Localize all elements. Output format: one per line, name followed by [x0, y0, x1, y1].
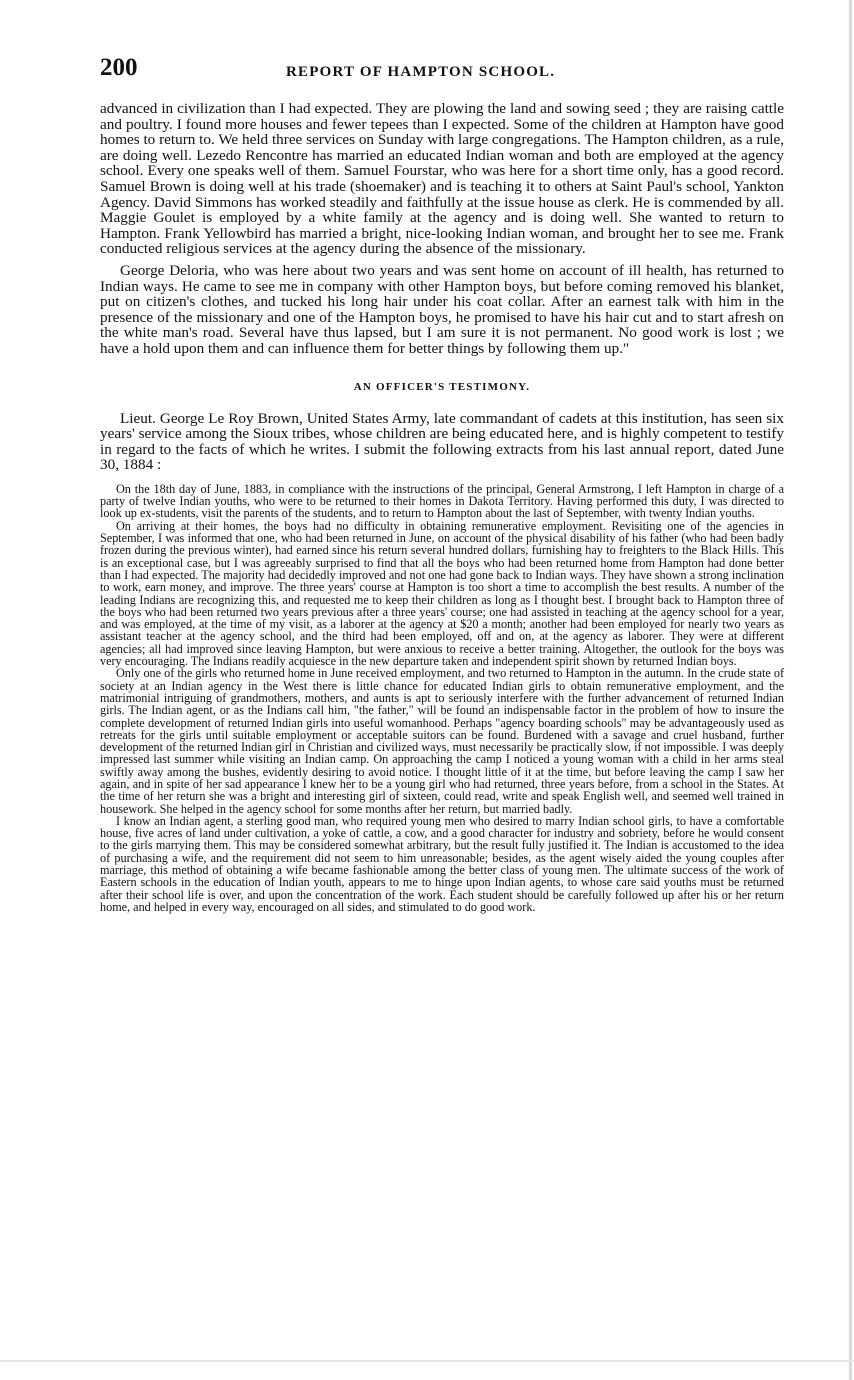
text-column	[100, 101, 784, 913]
body-paragraph-continued: advanced in civilization than I had expected. They are plowing the land and sowing seed ; they are raising cattle and poultry. I found more houses and fewer tepees than I expected. Some of the children at Hampton have good homes to return to. We held three services on Sunday with large congregations. The Hampton children, as a rule, are doing well. Lezedo Rencontre has married an educated Indian woman and both are employed at the agency school. Every one speaks well of them. Samuel Fourstar, who was here for a short time only, has a good record. Samuel Brown is doing well at his trade (shoemaker) and is teaching it to others at Saint Paul's school, Yankton Agency. David Simmons has worked steadily and faithfully at the issue house as clerk. He is commended by all. Maggie Goulet is employed by a white family at the agency and is doing well. She wanted to return to Hampton. Frank Yellowbird has married a bright, nice-looking Indian woman, and brought her to see me. Frank conducted religious services at the agency during the absence of the missionary.	[100, 100, 784, 258]
extract-paragraph: I know an Indian agent, a sterling good man, who required young men who desired to marry Indian school girls, to have a comfortable house, five acres of land under cultivation, a yoke of cattle, a cow, and a good character for industry and sobriety, before he would consent to the girls marrying them. This may be considered somewhat arbitrary, but the result fully justified it. The Indian is accustomed to the idea of purchasing a wife, and the requirement did not seem to him unreasonable; besides, as the agent wisely aided the young couples after marriage, this method of obtaining a wife became fashionable among the better class of young men. The ultimate success of the work of Eastern schools in the education of Indian youth, appears to me to hinge upon Indian agents, to whose care said youths must be returned after their school life is over, and upon the concentration of the work. Each student should be carefully followed up after his or her return home, and helped in every way, encouraged on all sides, and stimulated to do good work.	[100, 813, 784, 914]
extract-paragraph: On the 18th day of June, 1883, in compliance with the instructions of the principal, General Armstrong, I left Hampton in charge of a party of twelve Indian youths, who were to be returned to their homes in Dakota Territory. Having performed this duty, I was directed to look up ex-students, visit the parents of the students, and to return to Hampton about the last of September, with twenty Indian youths.	[100, 481, 784, 521]
body-paragraph-george-deloria: George Deloria, who was here about two years and was sent home on account of ill health, has returned to Indian ways. He came to see me in company with other Hampton boys, but before coming removed his blanket, put on citizen's clothes, and tucked his long hair under his coat collar. After an earnest talk with him in the presence of the missionary and one of the Hampton boys, he promised to have his hair cut and to start afresh on the white man's road. Several have thus lapsed, but I am sure it is not permanent. No good work is lost ; we have a hold upon them and can influence them for better things by following them up."	[100, 261, 784, 357]
page-header	[100, 54, 784, 88]
running-title: REPORT OF HAMPTON SCHOOL.	[286, 64, 556, 80]
extract-paragraph: On arriving at their homes, the boys had no difficulty in obtaining remunerative employment. Revisiting one of the agencies in September, I was informed that one, who had been returned in June, on account of the physical disability of his father (who had been badly frozen during the previous winter), had earned since his return several hundred dollars, furnishing hay to freighters to the Black Hills. This is an exceptional case, but I was agreeably surprised to find that all the boys who had been returned home from Hampton had done better than I had expected. The majority had decidedly improved and not one had gone back to Indian ways. They have shown a strong inclination to work, earn money, and improve. The three years' course at Hampton is too short a time to accomplish the best results. A number of the leading Indians are recognizing this, and requested me to keep their children as long as I thought best. I brought back to Hampton three of the boys who had been returned two years previous after a three years' course; one had assisted in teaching at the agency school for a year, and was employed, at the time of my visit, as a laborer at the agency at $20 a month; another had been employed for nearly two years as assistant teacher at the agency school, and the third had been employed, off and on, at the agency as laborer. They were at different agencies; all had improved since leaving Hampton, but were anxious to receive a better training. Altogether, the outlook for the boys was very encouraging. The Indians readily acquiesce in the new departure taken and independent spirit shown by returned Indian boys.	[100, 518, 784, 669]
page-edge-rule	[849, 0, 852, 1380]
section-heading: AN OFFICER'S TESTIMONY.	[353, 380, 531, 393]
extract-paragraph: Only one of the girls who returned home in June received employment, and two returned to Hampton in the autumn. In the crude state of society at an Indian agency in the West there is little chance for educated Indian girls to obtain remunerative employment, and the matrimonial intriguing of grandmothers, mothers, and aunts is apt to seriously interfere with the further advancement of returned Indian girls. The Indian agent, or as the Indians call him, "the father," will be found an indispensable factor in the problem of how to insure the complete development of returned Indian girls into useful womanhood. Perhaps "agency boarding schools" may be advantageously used as retreats for the girls until suitable employment or acceptable suitors can be found. Burdened with a savage and cruel husband, further development of the returned Indian girl in Christian and civilized ways, must necessarily be practically slow, if not impossible. I was deeply impressed last summer while visiting an Indian camp. On approaching the camp I noticed a young woman with a child in her arms steal swiftly away among the bushes, evidently desiring to avoid notice. I thought little of it at the time, but before leaving the camp I saw her again, and in spite of her sad appearance I knew her to be a young girl who had returned, three years before, from a school in the States. At the time of her return she was a bright and interesting girl of sixteen, could read, write and speak English well, and seemed well trained in housework. She helped in the agency school for some months after her return, but married badly.	[100, 666, 784, 816]
intro-paragraph: Lieut. George Le Roy Brown, United States Army, late commandant of cadets at this institution, has seen six years' service among the Sioux tribes, whose children are being educated here, and is highly competent to testify in regard to the facts of which he writes. I submit the following extracts from his last annual report, dated June 30, 1884 :	[100, 409, 784, 474]
page-bottom-rule	[0, 1360, 854, 1362]
page-number: 200	[100, 54, 138, 81]
